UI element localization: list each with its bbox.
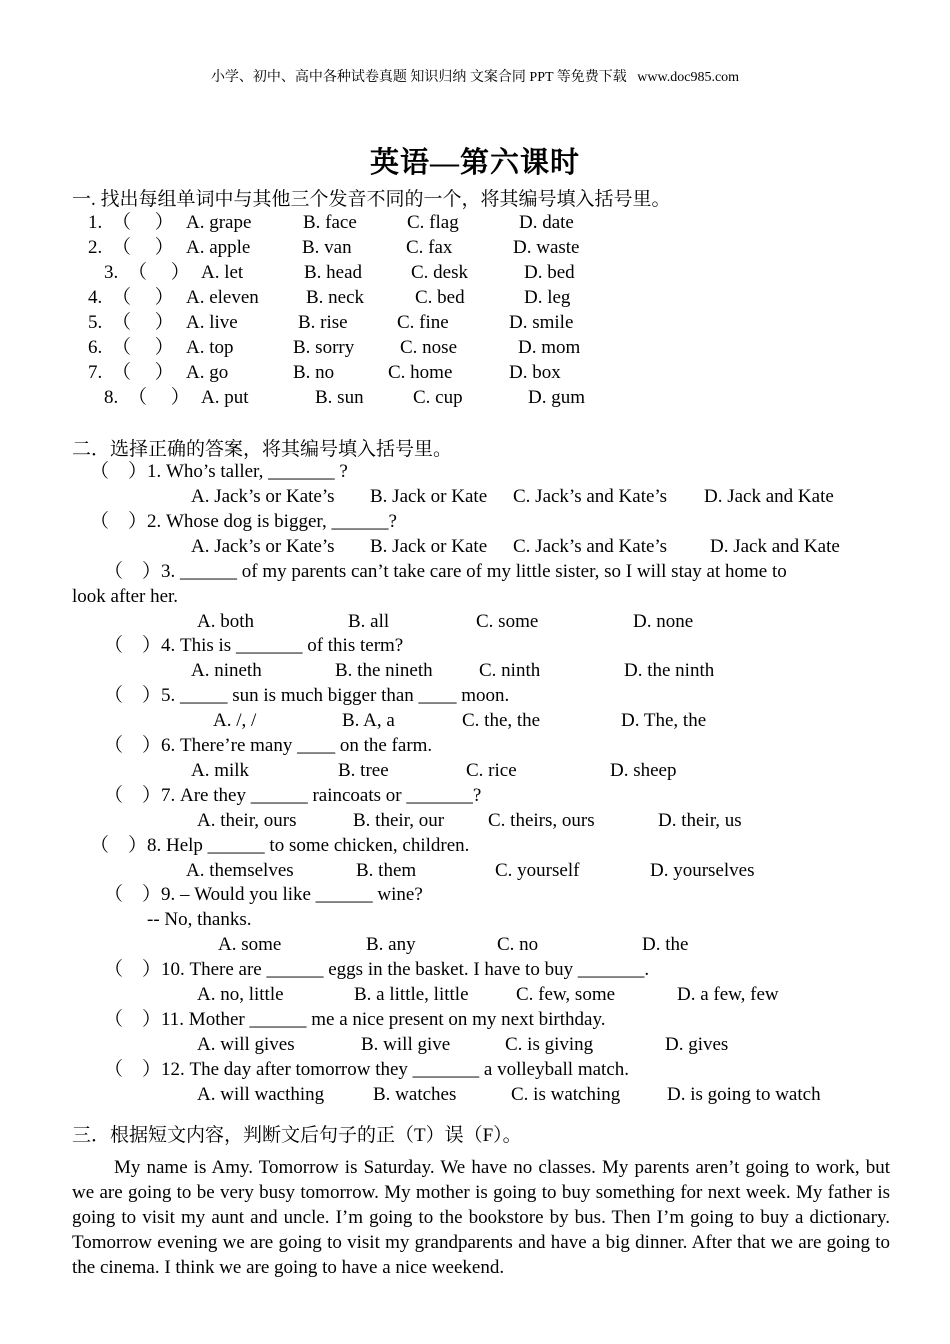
s1-option-d: D. waste: [513, 237, 580, 258]
s1-option-a: A. live: [186, 312, 238, 333]
page-title: 英语—第六课时: [369, 147, 580, 179]
s1-option-b: B. head: [304, 262, 363, 283]
s1-option-a: A. eleven: [186, 287, 259, 308]
option-d: D. a few, few: [677, 984, 779, 1005]
option-d: D. gives: [665, 1034, 729, 1055]
s1-item-number: 7.: [88, 362, 103, 383]
option-c: C. yourself: [495, 860, 580, 881]
s1-option-c: C. home: [388, 362, 453, 383]
s1-option-a: A. put: [201, 387, 249, 408]
option-c: C. Jack’s and Kate’s: [513, 536, 668, 557]
s1-option-d: D. box: [509, 362, 561, 383]
option-b: B. A, a: [342, 710, 395, 731]
s1-answer-blank: （ ）: [128, 387, 190, 408]
s1-option-c: C. bed: [415, 287, 465, 308]
option-d: D. their, us: [658, 810, 742, 831]
question-stem: （ ）2. Whose dog is bigger, ______?: [90, 511, 397, 532]
s1-option-b: B. face: [303, 212, 357, 233]
s1-option-a: A. let: [201, 262, 244, 283]
s1-answer-blank: （ ）: [112, 212, 174, 233]
option-a: A. will gives: [197, 1034, 295, 1055]
option-c: C. no: [497, 934, 539, 955]
option-b: B. any: [366, 934, 416, 955]
option-b: B. them: [356, 860, 417, 881]
s1-option-c: C. nose: [400, 337, 457, 358]
option-a: A. their, ours: [197, 810, 297, 831]
option-d: D. Jack and Kate: [704, 486, 834, 507]
question-stem: （ ）7. Are they ______ raincoats or _______?: [104, 785, 482, 806]
option-b: B. a little, little: [354, 984, 469, 1005]
question-stem: （ ）4. This is _______ of this term?: [104, 635, 404, 656]
question-stem-continued: look after her.: [72, 586, 179, 607]
s1-item-number: 2.: [88, 237, 103, 258]
s1-answer-blank: （ ）: [112, 237, 174, 258]
option-a: A. milk: [191, 760, 250, 781]
s1-option-c: C. desk: [411, 262, 468, 283]
s1-option-d: D. leg: [524, 287, 571, 308]
option-a: A. no, little: [197, 984, 284, 1005]
option-c: C. ninth: [479, 660, 541, 681]
option-a: A. both: [197, 611, 254, 632]
option-c: C. few, some: [516, 984, 616, 1005]
option-c: C. Jack’s and Kate’s: [513, 486, 668, 507]
s1-item-number: 1.: [88, 212, 103, 233]
option-d: D. the ninth: [624, 660, 715, 681]
s1-option-a: A. apple: [186, 237, 251, 258]
option-a: A. Jack’s or Kate’s: [191, 536, 335, 557]
s1-option-c: C. fax: [406, 237, 453, 258]
option-b: B. Jack or Kate: [370, 486, 488, 507]
s1-answer-blank: （ ）: [112, 362, 174, 383]
s1-item-number: 4.: [88, 287, 103, 308]
option-c: C. the, the: [462, 710, 541, 731]
option-a: A. themselves: [186, 860, 294, 881]
option-d: D. is going to watch: [667, 1084, 821, 1105]
option-d: D. none: [633, 611, 694, 632]
question-stem: （ ）5. _____ sun is much bigger than ____ moon.: [104, 685, 510, 706]
question-stem: （ ）9. – Would you like ______ wine?: [104, 884, 423, 905]
s1-option-a: A. top: [186, 337, 234, 358]
option-d: D. sheep: [610, 760, 677, 781]
s1-option-a: A. grape: [186, 212, 252, 233]
s1-option-d: D. mom: [518, 337, 581, 358]
s1-option-b: B. neck: [306, 287, 365, 308]
option-a: A. will wacthing: [197, 1084, 325, 1105]
s1-option-d: D. smile: [509, 312, 574, 333]
s1-option-b: B. sun: [315, 387, 364, 408]
option-b: B. all: [348, 611, 390, 632]
option-c: C. is watching: [511, 1084, 621, 1105]
s1-answer-blank: （ ）: [112, 312, 174, 333]
s1-option-c: C. cup: [413, 387, 463, 408]
s1-option-c: C. fine: [397, 312, 449, 333]
reading-passage: My name is Amy. Tomorrow is Saturday. We have no classes. My parents aren’t going to work, but we are going to be very busy tomorrow. My mother is going to buy something for next week. My father is going to visit my aunt and uncle. I’m going to the bookstore by bus. Then I’m going to buy a dictionary. Tomorrow evening we are going to visit my grandparents and have a big dinner. After that we are going to the cinema. I think we are going to have a nice weekend.: [72, 1157, 890, 1278]
s1-item-number: 5.: [88, 312, 103, 333]
question-stem: （ ）6. There’re many ____ on the farm.: [104, 735, 433, 756]
s1-answer-blank: （ ）: [112, 287, 174, 308]
section2-heading: 二．选择正确的答案，将其编号填入括号里。: [72, 439, 453, 460]
s1-item-number: 8.: [104, 387, 119, 408]
option-c: C. rice: [466, 760, 517, 781]
question-stem: （ ）11. Mother ______ me a nice present on my next birthday.: [104, 1009, 606, 1030]
option-b: B. the nineth: [335, 660, 433, 681]
option-d: D. The, the: [621, 710, 707, 731]
page-header: 小学、初中、高中各种试卷真题 知识归纳 文案合同 PPT 等免费下载 www.doc985.com: [210, 70, 740, 85]
option-b: B. tree: [338, 760, 389, 781]
option-a: A. /, /: [213, 710, 257, 731]
s1-item-number: 3.: [104, 262, 119, 283]
option-c: C. is giving: [505, 1034, 594, 1055]
option-a: A. some: [218, 934, 282, 955]
option-b: B. will give: [361, 1034, 451, 1055]
s1-option-c: C. flag: [407, 212, 459, 233]
option-c: C. theirs, ours: [488, 810, 595, 831]
section1-heading: 一. 找出每组单词中与其他三个发音不同的一个，将其编号填入括号里。: [72, 189, 671, 210]
s1-option-d: D. bed: [524, 262, 575, 283]
question-stem: （ ）3. ______ of my parents can’t take care of my little sister, so I will stay at home to: [104, 561, 787, 582]
option-d: D. Jack and Kate: [710, 536, 840, 557]
s1-item-number: 6.: [88, 337, 103, 358]
question-stem: （ ）10. There are ______ eggs in the basket. I have to buy _______.: [104, 959, 650, 980]
question-stem: （ ）12. The day after tomorrow they _______ a volleyball match.: [104, 1059, 630, 1080]
option-a: A. nineth: [191, 660, 262, 681]
s1-option-a: A. go: [186, 362, 229, 383]
s1-option-b: B. sorry: [293, 337, 355, 358]
question-stem-continued: -- No, thanks.: [147, 909, 252, 930]
option-c: C. some: [476, 611, 539, 632]
option-b: B. watches: [373, 1084, 457, 1105]
s1-option-b: B. van: [302, 237, 352, 258]
option-d: D. the: [642, 934, 689, 955]
question-stem: （ ）1. Who’s taller, _______ ?: [90, 461, 348, 482]
s1-option-b: B. rise: [298, 312, 348, 333]
option-d: D. yourselves: [650, 860, 755, 881]
question-stem: （ ）8. Help ______ to some chicken, children.: [90, 835, 470, 856]
s1-option-d: D. date: [519, 212, 574, 233]
s1-answer-blank: （ ）: [112, 337, 174, 358]
s1-answer-blank: （ ）: [128, 262, 190, 283]
s1-option-d: D. gum: [528, 387, 585, 408]
option-a: A. Jack’s or Kate’s: [191, 486, 335, 507]
option-b: B. Jack or Kate: [370, 536, 488, 557]
s1-option-b: B. no: [293, 362, 335, 383]
option-b: B. their, our: [353, 810, 445, 831]
section3-heading: 三．根据短文内容，判断文后句子的正（T）误（F）。: [72, 1125, 522, 1146]
